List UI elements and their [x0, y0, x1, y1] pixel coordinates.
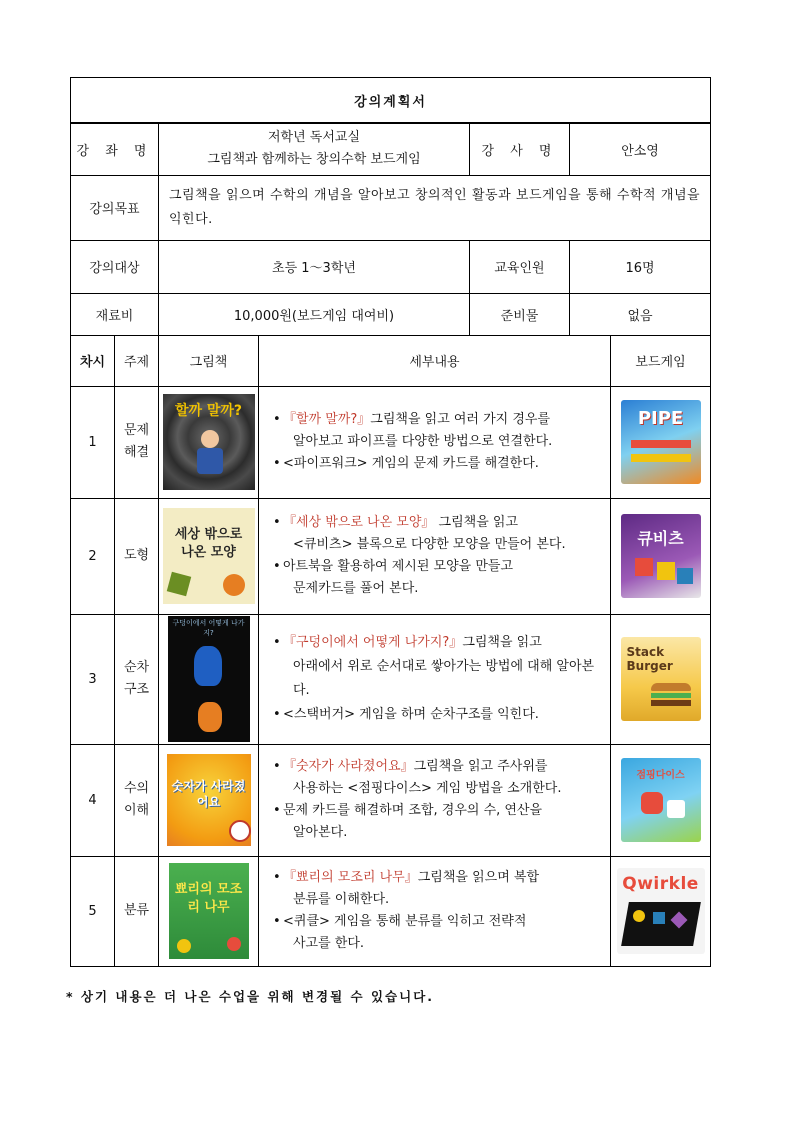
goal-label: 강의목표 [71, 175, 159, 240]
detail-text: <파이프워크> 게임의 문제 카드를 해결한다. [283, 456, 539, 471]
cube-graphic [635, 558, 653, 576]
topic-line: 구조 [123, 682, 150, 697]
character-figure [201, 430, 219, 448]
detail-bullet [273, 867, 600, 911]
detail-text: 그림책을 읽으며 복합 [417, 870, 540, 885]
picture-book-header: 그림책 [159, 335, 259, 386]
detail-text: 그림책을 읽고 주사위를 [413, 759, 548, 774]
session-number: 5 [71, 856, 115, 966]
session-detail [259, 856, 611, 966]
course-name-line1: 저학년 독서교실 [267, 130, 361, 146]
detail-text: 알아보고 파이프를 다양한 방법으로 연결한다. [293, 434, 553, 449]
detail-text: 아래에서 위로 순서대로 쌓아가는 방법에 대해 알아본다. [293, 659, 595, 698]
session-row [71, 856, 711, 966]
session-number: 1 [71, 386, 115, 498]
tile-shape [633, 910, 645, 922]
game-box-title: Stack Burger [626, 645, 673, 673]
detail-bullet [273, 453, 600, 475]
detail-text: 사용하는 <점핑다이스> 게임 방법을 소개한다. [293, 781, 562, 796]
board-game-box-image [621, 514, 701, 598]
game-box-title: 점핑다이스 [636, 770, 685, 781]
tile-shape [653, 912, 665, 924]
session-row [71, 498, 711, 614]
detail-text: 문제 카드를 해결하며 조합, 경우의 수, 연산을 [283, 803, 543, 818]
preparation-value: 없음 [570, 293, 711, 335]
detail-text: 아트북을 활용하여 제시된 모양을 만들고 [283, 559, 514, 574]
topic-line: 문제 [123, 423, 150, 438]
session-number: 4 [71, 744, 115, 856]
book-cover-title: 세상 밖으로 나온 모양 [174, 527, 243, 560]
detail-text: 그림책을 읽고 [434, 515, 519, 530]
picture-book-cell [159, 386, 259, 498]
session-detail [259, 744, 611, 856]
session-number: 3 [71, 614, 115, 744]
detail-text: <큐비츠> 블록으로 다양한 모양을 만들어 본다. [293, 537, 566, 552]
topic-line: 수의 [123, 781, 150, 796]
clock-graphic [229, 820, 251, 842]
game-box-title: Qwirkle [622, 874, 699, 894]
session-detail [259, 614, 611, 744]
book-title-highlight: 『구덩이에서 어떻게 나가지?』 [283, 635, 463, 650]
dice-graphic [667, 800, 685, 818]
material-cost-label: 재료비 [71, 293, 159, 335]
cube-graphic [677, 568, 693, 584]
character-figure [198, 702, 222, 732]
instructor-name: 안소영 [570, 123, 711, 175]
topic-line: 해결 [123, 445, 150, 460]
board-game-cell [611, 614, 711, 744]
burger-graphic [651, 683, 691, 691]
book-cover-title: 할까 말까? [174, 403, 243, 419]
detail-bullet [273, 911, 600, 955]
book-cover-image [163, 508, 255, 604]
board-game-box-image [621, 758, 701, 842]
game-box-title: 큐비츠 [637, 529, 684, 548]
lecture-plan-table [70, 77, 711, 967]
board-game-box-image [621, 637, 701, 721]
course-name [159, 123, 470, 175]
session-number: 2 [71, 498, 115, 614]
board-game-cell [611, 744, 711, 856]
topic-line: 이해 [123, 803, 150, 818]
detail-bullet [273, 631, 600, 703]
board-game-box-image [617, 868, 705, 954]
topic-line: 순차 [123, 660, 150, 675]
book-cover-image [169, 863, 249, 959]
course-name-label: 강 좌 명 [71, 123, 159, 175]
session-topic [115, 498, 159, 614]
session-topic [115, 744, 159, 856]
picture-book-cell [159, 744, 259, 856]
session-row [71, 614, 711, 744]
book-title-highlight: 『숫자가 사라졌어요』 [283, 759, 414, 774]
fruit-graphic [177, 939, 191, 953]
session-detail [259, 386, 611, 498]
session-header: 차시 [71, 335, 115, 386]
detail-header: 세부내용 [259, 335, 611, 386]
board-game-header: 보드게임 [611, 335, 711, 386]
book-title-highlight: 『세상 밖으로 나온 모양』 [283, 515, 435, 530]
character-figure [194, 646, 222, 686]
session-detail [259, 498, 611, 614]
session-topic [115, 386, 159, 498]
target-label: 강의대상 [71, 240, 159, 293]
shape-graphic [166, 572, 190, 596]
detail-bullet [273, 409, 600, 453]
session-topic [115, 614, 159, 744]
preparation-label: 준비물 [470, 293, 570, 335]
burger-graphic [651, 693, 691, 698]
book-cover-title: 구덩이에서 어떻게 나가지? [172, 619, 245, 637]
book-cover-image [167, 754, 251, 846]
book-cover-title: 뾰리의 모조리 나무 [174, 882, 243, 915]
detail-text: <스택버거> 게임을 하며 순차구조를 익힌다. [283, 707, 539, 722]
lecture-plan-document [70, 77, 710, 967]
fruit-graphic [227, 937, 241, 951]
session-row [71, 386, 711, 498]
picture-book-cell [159, 498, 259, 614]
topic-line: 도형 [123, 548, 150, 563]
book-cover-image [168, 616, 250, 742]
session-row [71, 744, 711, 856]
detail-text: <퀴클> 게임을 통해 분류를 익히고 전략적 [283, 914, 527, 929]
topic-header: 주제 [115, 335, 159, 386]
picture-book-cell [159, 856, 259, 966]
instructor-label: 강 사 명 [470, 123, 570, 175]
target-value: 초등 1～3학년 [159, 240, 470, 293]
detail-bullet [273, 756, 600, 800]
game-box-title: PIPE [637, 408, 684, 429]
course-name-line2: 그림책과 함께하는 창의수학 보드게임 [207, 152, 421, 168]
detail-text: 분류를 이해한다. [293, 892, 390, 907]
detail-text: 사고를 한다. [293, 936, 365, 951]
book-title-highlight: 『뾰리의 모조리 나무』 [283, 870, 418, 885]
detail-text: 그림책을 읽고 [462, 635, 542, 650]
capacity-label: 교육인원 [470, 240, 570, 293]
book-title-highlight: 『할까 말까?』 [283, 412, 371, 427]
book-cover-title: 숫자가 사라졌어요 [171, 779, 246, 809]
session-topic [115, 856, 159, 966]
character-body [197, 448, 223, 474]
detail-bullet [273, 800, 600, 844]
detail-bullet [273, 556, 600, 600]
burger-graphic [651, 700, 691, 706]
board-game-box-image [621, 400, 701, 484]
board-game-cell [611, 386, 711, 498]
topic-line: 분류 [123, 903, 150, 918]
board-game-cell [611, 856, 711, 966]
pipe-graphic [631, 454, 691, 462]
document-title: 강의계획서 [71, 78, 711, 124]
goal-text: 그림책을 읽으며 수학의 개념을 알아보고 창의적인 활동과 보드게임을 통해 수학적 개념을 익힌다. [159, 175, 711, 240]
detail-bullet [273, 703, 600, 727]
shape-graphic [223, 574, 245, 596]
detail-text: 알아본다. [293, 825, 348, 840]
book-cover-image [163, 394, 255, 490]
cube-graphic [657, 562, 675, 580]
picture-book-cell [159, 614, 259, 744]
material-cost-value: 10,000원(보드게임 대여비) [159, 293, 470, 335]
board-game-cell [611, 498, 711, 614]
character-graphic [641, 792, 663, 814]
detail-bullet [273, 512, 600, 556]
pipe-graphic [631, 440, 691, 448]
detail-text: 그림책을 읽고 여러 가지 경우를 [370, 412, 551, 427]
capacity-value: 16명 [570, 240, 711, 293]
footnote: * 상기 내용은 더 나은 수업을 위해 변경될 수 있습니다. [66, 989, 435, 1004]
tiles-graphic [621, 902, 701, 946]
detail-text: 문제카드를 풀어 본다. [293, 581, 419, 596]
